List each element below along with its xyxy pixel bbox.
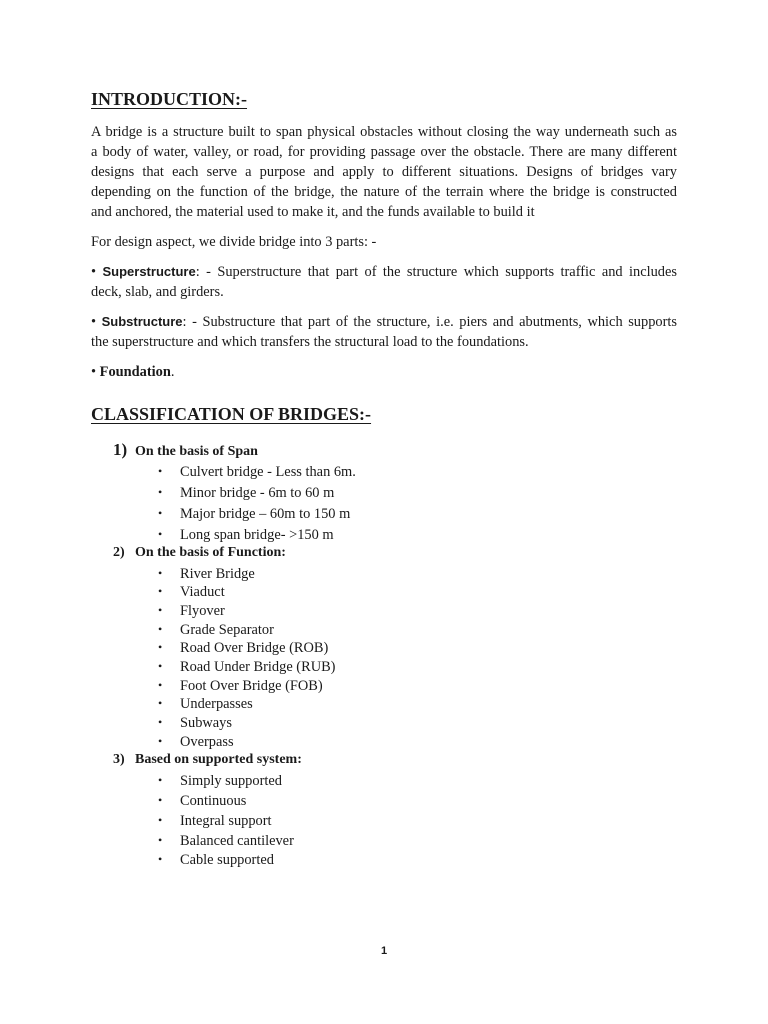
list-item [158,676,323,695]
bullet-icon: • [158,793,163,807]
list-item-text: Integral support [180,813,272,829]
list-item [158,811,272,830]
list-item-text: Culvert bridge - Less than 6m. [180,464,356,480]
list-item-text: Viaduct [180,584,225,600]
bullet-icon: • [158,622,163,636]
category-number: 3) [113,752,125,767]
bullet-icon: • [158,813,163,827]
bullet-icon: • [158,833,163,847]
list-item-text: Underpasses [180,696,253,712]
category-function-label [113,545,286,561]
foundation-text [91,362,677,382]
bullet: • [91,364,97,380]
bullet: • [91,264,97,280]
list-item-text: River Bridge [180,566,255,582]
superstructure-definition: : - Superstructure that part of the structure which supports traffic and includes [195,264,677,280]
introduction-paragraph [91,122,677,222]
page-number: 1 [380,945,388,957]
list-item [158,582,225,601]
list-item-text: Balanced cantilever [180,833,294,849]
list-item-text: Subways [180,715,232,731]
substructure-term: Substructure [101,314,183,329]
design-aspect-line [91,232,677,252]
substructure-definition: : - Substructure that part of the structure, i.e. piers and abutments, which supports [182,314,677,330]
list-item [158,694,253,713]
list-item-text: Grade Separator [180,622,274,638]
list-item [158,850,274,869]
paragraph-line: depending on the function of the bridge, the nature of the terrain where the bridge is constructed [91,184,677,200]
bullet-icon: • [158,852,163,866]
foundation-term: Foundation [99,364,171,380]
classification-heading: CLASSIFICATION OF BRIDGES:- [91,404,372,424]
list-item-text: Long span bridge- >150 m [180,527,334,543]
bullet-icon: • [158,584,163,598]
bullet-icon: • [158,678,163,692]
category-title: On the basis of Function: [135,545,286,560]
list-item [158,638,328,657]
list-item [158,483,334,502]
bullet-icon: • [158,603,163,617]
list-item [158,462,356,481]
list-item-text: Road Under Bridge (RUB) [180,659,336,675]
bullet-icon: • [158,640,163,654]
bullet-icon: • [158,773,163,787]
paragraph-line: designs that each serve a purpose and apply to different situations. Designs of bridges vary [91,164,677,180]
category-number: 2) [113,545,125,560]
substructure-line [91,312,677,332]
introduction-heading: INTRODUCTION:- [91,89,248,109]
list-item-text: Major bridge – 60m to 150 m [180,506,351,522]
superstructure-term: Superstructure [102,264,196,279]
list-item [158,504,350,523]
substructure-paragraph [91,312,677,352]
bullet-icon: • [158,659,163,673]
paragraph-line: A bridge is a structure built to span physical obstacles without closing the way underneath such as [91,124,677,140]
bullet-icon: • [158,527,163,541]
list-item [158,791,246,810]
list-item [158,657,335,676]
list-item [158,601,225,620]
category-title: On the basis of Span [135,444,258,459]
bullet-icon: • [158,566,163,580]
list-item [158,771,282,790]
bullet-icon: • [158,485,163,499]
list-item-text: Overpass [180,734,234,750]
list-item [158,831,294,850]
substructure-line-2: the superstructure and which transfers the structural load to the foundations. [91,334,529,350]
list-item-text: Foot Over Bridge (FOB) [180,678,323,694]
list-item-text: Flyover [180,603,225,619]
category-support-label [113,752,302,768]
bullet-icon: • [158,506,163,520]
paragraph-line: and anchored, the material used to make it, and the funds available to build it [91,204,535,220]
paragraph-line: a body of water, valley, or road, for providing passage over the obstacle. There are many different [91,144,677,160]
foundation-line [91,362,677,382]
list-item [158,564,255,583]
bullet-icon: • [158,734,163,748]
list-item [158,713,232,732]
list-item-text: Road Over Bridge (ROB) [180,640,329,656]
list-item [158,620,274,639]
list-item [158,732,234,751]
bullet: • [91,314,97,330]
superstructure-paragraph [91,262,677,302]
superstructure-line-2: deck, slab, and girders. [91,284,224,300]
list-item-text: Continuous [180,793,247,809]
list-item-text: Minor bridge - 6m to 60 m [180,485,335,501]
category-number: 1) [113,440,128,459]
list-item-text: Simply supported [180,773,282,789]
bullet-icon: • [158,715,163,729]
bullet-icon: • [158,464,163,478]
category-title: Based on supported system: [135,752,302,767]
list-item [158,525,334,544]
bullet-icon: • [158,696,163,710]
superstructure-line [91,262,677,282]
list-item-text: Cable supported [180,852,274,868]
design-aspect-text: For design aspect, we divide bridge into 3 parts: - [91,234,377,250]
foundation-suffix: . [170,364,175,380]
category-span-label [113,440,258,460]
